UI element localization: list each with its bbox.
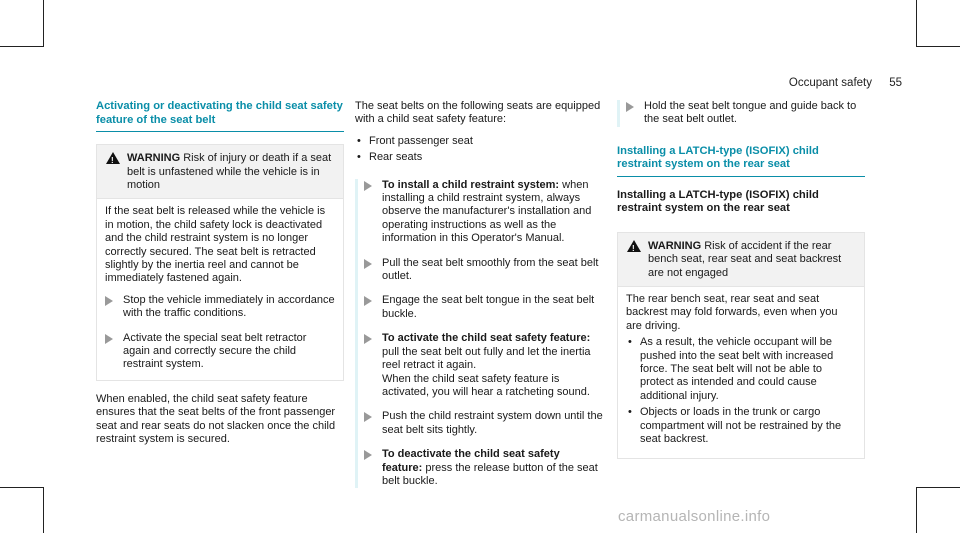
step-text: when installing a child restraint system, always observe the manufacturer's installation and operating instructions as well as the information in this Operator's Manual. — [382, 178, 592, 245]
crop-mark — [916, 46, 960, 47]
step-arrow-icon — [105, 296, 113, 306]
step-arrow-icon — [364, 450, 372, 460]
instruction-step — [364, 448, 603, 488]
crop-mark — [916, 487, 960, 488]
warning-text: Risk of injury or death if a seat belt is unfastened while the vehicle is in motion — [127, 152, 332, 191]
step-arrow-icon — [364, 296, 372, 306]
instruction-step — [364, 179, 603, 246]
crop-mark — [43, 487, 44, 533]
warning-body — [97, 198, 343, 379]
warning-step — [105, 332, 335, 372]
warning-body — [618, 286, 864, 457]
crop-mark — [0, 487, 44, 488]
list-item: • As a result, the vehicle occupant will be pushed into the seat belt with increased force. The seat belt will not be able to protect as intended and could cause additional injury. — [626, 336, 856, 403]
step-bold: To activate the child seat safety feature: — [382, 332, 591, 345]
sub-heading: Installing a LATCH-type (ISOFIX) child restraint system on the rear seat — [617, 189, 819, 215]
warning-label: WARNING — [127, 152, 181, 165]
step-arrow-icon — [364, 181, 372, 191]
list-item: • Objects or loads in the trunk or cargo compartment will not be restrained by the seat backrest. — [626, 406, 856, 446]
step-text: Activate the special seat belt retractor again and correctly secure the child restraint system. — [123, 331, 307, 371]
step-group — [617, 100, 865, 127]
watermark: carmanualsonline.info — [618, 508, 771, 525]
step-bold: To deactivate the child seat safety feature: — [382, 448, 560, 474]
warning-paragraph: The rear bench seat, rear seat and seat backrest may fold forwards, even when you are driving. — [626, 293, 838, 332]
step-text: pull the seat belt out fully and let the inertia reel retract it again. — [382, 345, 591, 372]
list-item: • Rear seats — [355, 151, 603, 164]
instruction-step — [364, 257, 603, 284]
crop-mark — [916, 487, 917, 533]
step-arrow-icon — [364, 412, 372, 422]
warning-text: Risk of accident if the rear bench seat, rear seat and seat backrest are not engaged — [648, 239, 842, 279]
warning-label: WARNING — [648, 239, 702, 252]
body-paragraph: When enabled, the child seat safety feature ensures that the seat belts of the front passenger seat and rear seats do not slacken once the child restraint system is secured. — [96, 392, 336, 446]
warning-paragraph: If the seat belt is released while the vehicle is in motion, the child safety lock is deactivated and the child restraint system is no longer correctly secured. The seat belt is retracted slightly by the inertia reel and cannot be immediately fastened again. — [105, 205, 326, 285]
warning-icon — [106, 152, 120, 164]
step-arrow-icon — [364, 334, 372, 344]
step-text: Stop the vehicle immediately in accordance with the traffic conditions. — [123, 293, 335, 320]
warning-box — [96, 144, 344, 381]
instruction-step — [364, 410, 603, 437]
step-arrow-icon — [626, 102, 634, 112]
page-header — [789, 77, 902, 89]
section-heading: Installing a LATCH-type (ISOFIX) child restraint system on the rear seat — [617, 145, 865, 177]
step-text: Engage the seat belt tongue in the seat belt buckle. — [382, 294, 595, 320]
step-text: Pull the seat belt smoothly from the seat belt outlet. — [382, 256, 599, 283]
instruction-step — [364, 294, 603, 321]
page-number: 55 — [889, 77, 902, 89]
column-1 — [96, 100, 344, 455]
warning-icon — [627, 240, 641, 252]
column-2 — [355, 100, 603, 488]
column-3 — [617, 100, 865, 459]
step-text: Hold the seat belt tongue and guide back to the seat belt outlet. — [644, 100, 857, 126]
warning-box — [617, 232, 865, 459]
step-arrow-icon — [364, 259, 372, 269]
warning-header — [97, 145, 343, 198]
section-title: Occupant safety — [788, 77, 872, 89]
section-heading: Activating or deactivating the child seat safety feature of the seat belt — [96, 100, 344, 132]
list-item: • Front passenger seat — [355, 135, 603, 148]
warning-header — [618, 233, 864, 286]
crop-mark — [0, 46, 44, 47]
intro-paragraph: The seat belts on the following seats are equipped with a child seat safety feature: — [355, 100, 601, 126]
crop-mark — [916, 0, 917, 47]
crop-mark — [43, 0, 44, 47]
step-arrow-icon — [105, 334, 113, 344]
instruction-step — [364, 332, 603, 399]
step-text: Push the child restraint system down until the seat belt sits tightly. — [382, 410, 603, 436]
step-text: press the release button of the seat belt buckle. — [382, 461, 598, 487]
warning-step — [105, 294, 335, 321]
step-text: When the child seat safety feature is activated, you will hear a ratcheting sound. — [382, 372, 590, 398]
step-group — [355, 179, 603, 489]
instruction-step — [626, 100, 865, 127]
step-bold: To install a child restraint system: — [382, 178, 560, 191]
